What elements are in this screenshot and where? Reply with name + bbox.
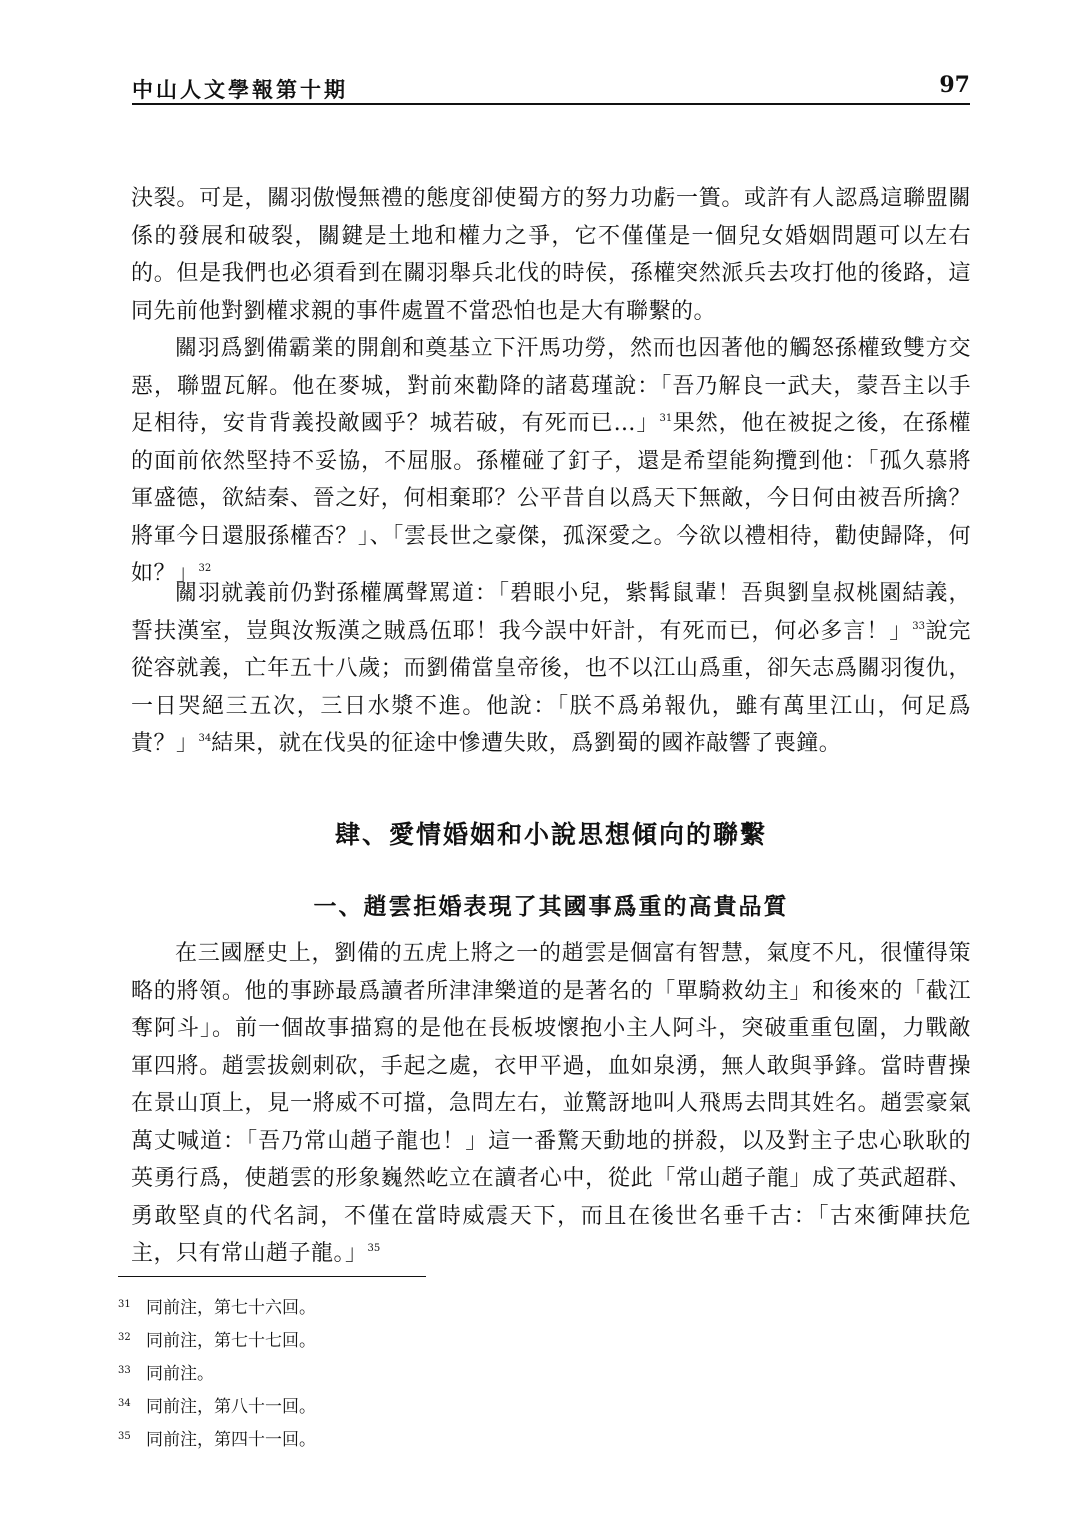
paragraph-3-text-b: 說完從容就義，亡年五十八歲；而劉備當皇帝後，也不以江山爲重，卻矢志爲關羽復仇，一日哭絕三五次，三日水漿不進。他說：「朕不爲弟報仇，雖有萬里江山，何足爲貴？」 bbox=[131, 618, 971, 756]
footnote-number: 34 bbox=[118, 1398, 131, 1409]
footnote-ref-33[interactable]: 33 bbox=[912, 620, 926, 632]
footnote-ref-32[interactable]: 32 bbox=[198, 563, 212, 574]
paragraph-1 bbox=[131, 180, 971, 330]
footnote-text: 同前注。 bbox=[146, 1364, 214, 1384]
footnote-text: 同前注，第七十七回。 bbox=[146, 1331, 316, 1351]
paragraph-2-text-a: 關羽爲劉備霸業的開創和奠基立下汗馬功勞，然而也因著他的觸怒孫權致雙方交惡，聯盟瓦解。他在麥城，對前來勸降的諸葛瑾說：「吾乃解良一武夫，蒙吾主以手足相待，安肯背義投敵國乎？城若破，有死而已…」 bbox=[131, 336, 971, 436]
section-heading: 肆、愛情婚姻和小說思想傾向的聯繫 bbox=[334, 820, 767, 849]
running-header bbox=[132, 70, 970, 104]
paragraph-4 bbox=[131, 935, 971, 1273]
paragraph-3-text-c: 結果，就在伐吳的征途中慘遭失敗，爲劉蜀的國祚敲響了喪鐘。 bbox=[211, 731, 842, 756]
footnote-list bbox=[118, 1292, 718, 1457]
footnote-number: 33 bbox=[118, 1365, 131, 1376]
footnote-text: 同前注，第四十一回。 bbox=[146, 1430, 316, 1450]
page-number: 97 bbox=[939, 72, 970, 98]
footnote-item bbox=[118, 1391, 718, 1424]
footnote-item bbox=[118, 1424, 718, 1457]
footnote-number: 35 bbox=[118, 1431, 131, 1442]
footnote-text: 同前注，第七十六回。 bbox=[146, 1298, 316, 1318]
paragraph-3-text-a: 關羽就義前仍對孫權厲聲罵道：「碧眼小兒，紫髯鼠輩！吾與劉皇叔桃園結義，誓扶漢室，豈與汝叛漢之賊爲伍耶！我今誤中奸計，有死而已，何必多言！」 bbox=[131, 581, 971, 644]
footnote-number: 31 bbox=[118, 1299, 131, 1310]
subsection-heading: 一、趙雲拒婚表現了其國事爲重的高貴品質 bbox=[313, 894, 789, 920]
journal-title: 中山人文學報第十期 bbox=[132, 77, 348, 102]
footnote-separator bbox=[118, 1276, 426, 1277]
paragraph-3 bbox=[131, 575, 971, 763]
paragraph-4-text: 在三國歷史上，劉備的五虎上將之一的趙雲是個富有智慧，氣度不凡，很懂得策略的將領。他的事跡最爲讀者所津津樂道的是著名的「單騎救幼主」和後來的「截江奪阿斗」。前一個故事描寫的是他在長板坡懷抱小主人阿斗，突破重重包圍，力戰敵軍四將。趙雲拔劍刺砍，手起之處，衣甲平過，血如泉湧，無人敢與爭鋒。當時曹操在景山頂上，見一將威不可擋，急問左右，並驚訝地叫人飛馬去問其姓名。趙雲豪氣萬丈喊道：「吾乃常山趙子龍也！」這一番驚天動地的拼殺，以及對主子忠心耿耿的英勇行爲，使趙雲的形象巍然屹立在讀者心中，從此「常山趙子龍」成了英武超群、勇敢堅貞的代名詞，不僅在當時威震天下，而且在後世名垂千古：「古來衝陣扶危主，只有常山趙子龍。」 bbox=[131, 941, 971, 1266]
footnote-ref-34[interactable]: 34 bbox=[198, 733, 212, 744]
footnote-text: 同前注，第八十一回。 bbox=[146, 1397, 316, 1417]
footnote-item bbox=[118, 1325, 718, 1358]
paragraph-1-text: 決裂。可是，關羽傲慢無禮的態度卻使蜀方的努力功虧一簣。或許有人認爲這聯盟關係的發展和破裂，關鍵是土地和權力之爭，它不僅僅是一個兒女婚姻問題可以左右的。但是我們也必須看到在關羽舉兵北伐的時侯，孫權突然派兵去攻打他的後路，這同先前他對劉權求親的事件處置不當恐怕也是大有聯繫的。 bbox=[131, 186, 971, 324]
footnote-item bbox=[118, 1292, 718, 1325]
footnote-ref-35[interactable]: 35 bbox=[367, 1243, 381, 1254]
footnote-ref-31[interactable]: 31 bbox=[659, 413, 673, 424]
paragraph-2 bbox=[131, 330, 971, 593]
header-rule bbox=[132, 103, 970, 105]
footnote-number: 32 bbox=[118, 1332, 131, 1343]
footnote-item bbox=[118, 1358, 718, 1391]
paragraph-2-text-b: 果然，他在被捉之後，在孫權的面前依然堅持不妥協，不屈服。孫權碰了釘子，還是希望能夠攬到他：「孤久慕將軍盛德，欲結秦、晉之好，何相棄耶？公平昔自以爲天下無敵，今日何由被吾所擒？將軍今日還服孫權否？」、「雲長世之豪傑，孤深愛之。今欲以禮相待，勸使歸降，何如？」 bbox=[131, 411, 971, 586]
